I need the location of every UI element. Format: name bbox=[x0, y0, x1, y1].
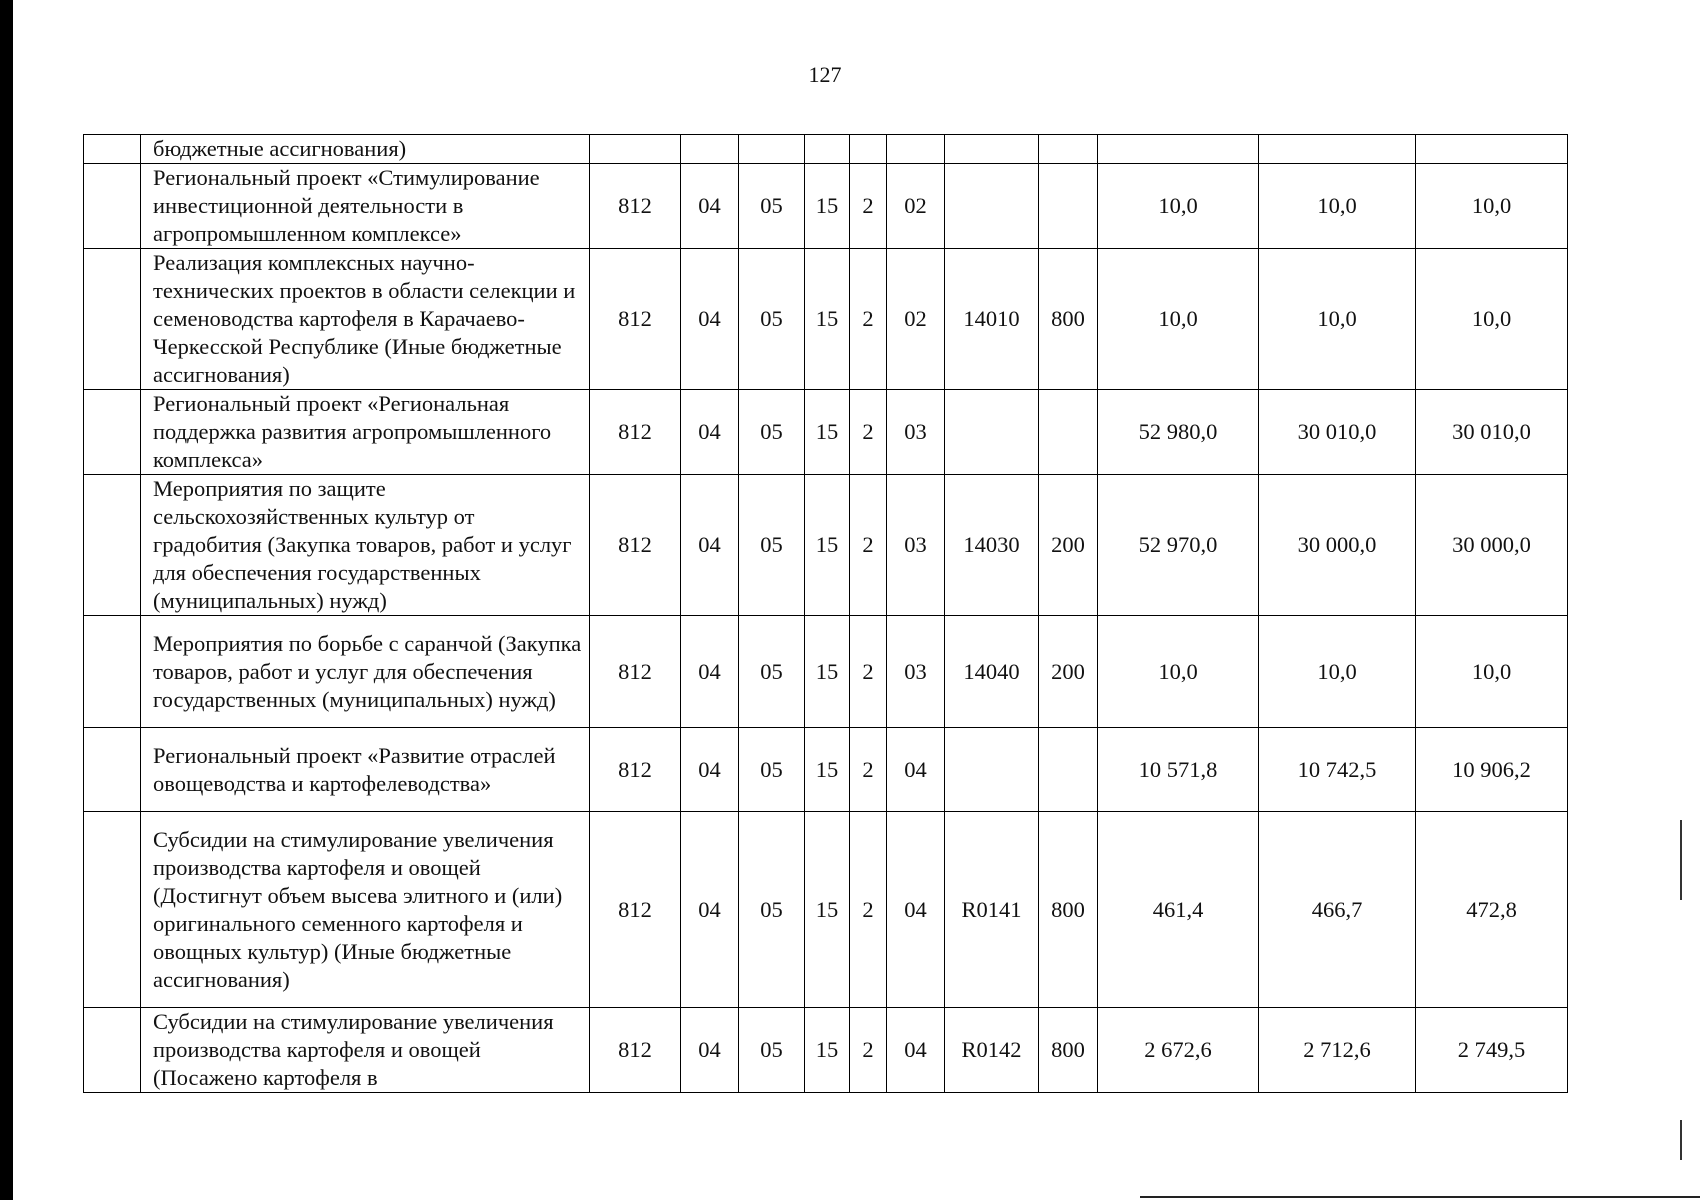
scan-edge bbox=[0, 0, 13, 1200]
table-row bbox=[84, 475, 1568, 616]
cell-name: Субсидии на стимулирование увеличения производства картофеля и овощей (Достигнут объем высева элитного и (или) оригинального семенного картофеля и овощных культур) (Иные бюджетные ассигнования) bbox=[141, 812, 590, 1008]
cell-ministry-code: 812 bbox=[590, 390, 681, 475]
cell-amount-year-3: 30 010,0 bbox=[1416, 390, 1568, 475]
cell-amount-year-1: 461,4 bbox=[1098, 812, 1259, 1008]
cell-row-number bbox=[84, 1008, 141, 1093]
cell-ministry-code: 812 bbox=[590, 475, 681, 616]
cell-direction-code: 14010 bbox=[945, 249, 1039, 390]
cell-project-code: 04 bbox=[887, 812, 945, 1008]
cell-expense-type bbox=[1039, 164, 1098, 249]
cell-subsection-code: 05 bbox=[739, 164, 805, 249]
cell-amount-year-1: 10 571,8 bbox=[1098, 728, 1259, 812]
cell-direction-code: R0141 bbox=[945, 812, 1039, 1008]
cell-subsection-code: 05 bbox=[739, 1008, 805, 1093]
cell-amount-year-1: 2 672,6 bbox=[1098, 1008, 1259, 1093]
cell-expense-type: 800 bbox=[1039, 812, 1098, 1008]
cell-ministry-code: 812 bbox=[590, 616, 681, 728]
cell-subprogram-code: 2 bbox=[850, 390, 887, 475]
cell-project-code: 04 bbox=[887, 728, 945, 812]
cell-name: Субсидии на стимулирование увеличения производства картофеля и овощей (Посажено картофеля в bbox=[141, 1008, 590, 1093]
cell-expense-type bbox=[1039, 135, 1098, 164]
cell-program-code: 15 bbox=[805, 812, 850, 1008]
cell-direction-code bbox=[945, 135, 1039, 164]
cell-section-code: 04 bbox=[681, 475, 739, 616]
cell-amount-year-3: 10 906,2 bbox=[1416, 728, 1568, 812]
cell-name: Региональный проект «Стимулирование инвестиционной деятельности в агропромышленном комплексе» bbox=[141, 164, 590, 249]
cell-amount-year-2: 30 010,0 bbox=[1259, 390, 1416, 475]
cell-section-code: 04 bbox=[681, 616, 739, 728]
cell-section-code: 04 bbox=[681, 812, 739, 1008]
cell-name: Реализация комплексных научно-технических проектов в области селекции и семеноводства картофеля в Карачаево-Черкесской Республике (Иные бюджетные ассигнования) bbox=[141, 249, 590, 390]
table-row bbox=[84, 812, 1568, 1008]
cell-expense-type: 800 bbox=[1039, 249, 1098, 390]
cell-program-code bbox=[805, 135, 850, 164]
cell-amount-year-2: 2 712,6 bbox=[1259, 1008, 1416, 1093]
table-row bbox=[84, 135, 1568, 164]
cell-direction-code: 14030 bbox=[945, 475, 1039, 616]
cell-amount-year-3: 10,0 bbox=[1416, 616, 1568, 728]
table-row bbox=[84, 390, 1568, 475]
cell-row-number bbox=[84, 728, 141, 812]
cell-ministry-code: 812 bbox=[590, 728, 681, 812]
cell-subprogram-code: 2 bbox=[850, 475, 887, 616]
cell-row-number bbox=[84, 390, 141, 475]
cell-subprogram-code: 2 bbox=[850, 164, 887, 249]
scan-bottom-line bbox=[1140, 1196, 1700, 1198]
cell-subprogram-code: 2 bbox=[850, 1008, 887, 1093]
cell-ministry-code: 812 bbox=[590, 1008, 681, 1093]
cell-subsection-code: 05 bbox=[739, 812, 805, 1008]
cell-project-code: 02 bbox=[887, 249, 945, 390]
cell-subsection-code: 05 bbox=[739, 249, 805, 390]
cell-amount-year-1: 10,0 bbox=[1098, 164, 1259, 249]
cell-subsection-code: 05 bbox=[739, 475, 805, 616]
cell-row-number bbox=[84, 164, 141, 249]
cell-amount-year-3: 10,0 bbox=[1416, 249, 1568, 390]
cell-subsection-code: 05 bbox=[739, 616, 805, 728]
cell-amount-year-3: 2 749,5 bbox=[1416, 1008, 1568, 1093]
cell-program-code: 15 bbox=[805, 475, 850, 616]
cell-subprogram-code: 2 bbox=[850, 249, 887, 390]
cell-expense-type: 800 bbox=[1039, 1008, 1098, 1093]
cell-project-code: 03 bbox=[887, 390, 945, 475]
cell-name: Региональный проект «Развитие отраслей овощеводства и картофелеводства» bbox=[141, 728, 590, 812]
cell-project-code: 03 bbox=[887, 475, 945, 616]
cell-amount-year-3: 30 000,0 bbox=[1416, 475, 1568, 616]
cell-project-code: 04 bbox=[887, 1008, 945, 1093]
cell-section-code: 04 bbox=[681, 249, 739, 390]
cell-amount-year-2: 466,7 bbox=[1259, 812, 1416, 1008]
cell-name: Мероприятия по борьбе с саранчой (Закупка товаров, работ и услуг для обеспечения государственных (муниципальных) нужд) bbox=[141, 616, 590, 728]
cell-program-code: 15 bbox=[805, 164, 850, 249]
cell-amount-year-1: 52 970,0 bbox=[1098, 475, 1259, 616]
cell-direction-code bbox=[945, 390, 1039, 475]
cell-amount-year-2: 10,0 bbox=[1259, 249, 1416, 390]
budget-table bbox=[83, 134, 1568, 1093]
table-row bbox=[84, 249, 1568, 390]
cell-name: Мероприятия по защите сельскохозяйственных культур от градобития (Закупка товаров, работ и услуг для обеспечения государственных (муниципальных) нужд) bbox=[141, 475, 590, 616]
cell-row-number bbox=[84, 249, 141, 390]
cell-amount-year-3: 472,8 bbox=[1416, 812, 1568, 1008]
cell-amount-year-2 bbox=[1259, 135, 1416, 164]
cell-expense-type: 200 bbox=[1039, 475, 1098, 616]
cell-row-number bbox=[84, 135, 141, 164]
cell-project-code bbox=[887, 135, 945, 164]
cell-program-code: 15 bbox=[805, 616, 850, 728]
cell-subprogram-code: 2 bbox=[850, 812, 887, 1008]
cell-subsection-code: 05 bbox=[739, 390, 805, 475]
cell-amount-year-2: 10,0 bbox=[1259, 616, 1416, 728]
table-body bbox=[84, 135, 1568, 1093]
cell-amount-year-2: 10,0 bbox=[1259, 164, 1416, 249]
margin-mark bbox=[1680, 820, 1682, 900]
cell-row-number bbox=[84, 475, 141, 616]
cell-expense-type bbox=[1039, 728, 1098, 812]
cell-name: бюджетные ассигнования) bbox=[141, 135, 590, 164]
cell-subprogram-code: 2 bbox=[850, 728, 887, 812]
cell-amount-year-1: 10,0 bbox=[1098, 249, 1259, 390]
table-row bbox=[84, 616, 1568, 728]
table-row bbox=[84, 728, 1568, 812]
cell-amount-year-2: 30 000,0 bbox=[1259, 475, 1416, 616]
cell-subprogram-code bbox=[850, 135, 887, 164]
cell-direction-code bbox=[945, 164, 1039, 249]
cell-amount-year-1: 10,0 bbox=[1098, 616, 1259, 728]
cell-amount-year-1 bbox=[1098, 135, 1259, 164]
cell-expense-type bbox=[1039, 390, 1098, 475]
table-row bbox=[84, 164, 1568, 249]
cell-project-code: 02 bbox=[887, 164, 945, 249]
cell-program-code: 15 bbox=[805, 728, 850, 812]
cell-program-code: 15 bbox=[805, 390, 850, 475]
cell-direction-code bbox=[945, 728, 1039, 812]
cell-amount-year-2: 10 742,5 bbox=[1259, 728, 1416, 812]
cell-section-code: 04 bbox=[681, 390, 739, 475]
cell-amount-year-3: 10,0 bbox=[1416, 164, 1568, 249]
cell-section-code bbox=[681, 135, 739, 164]
cell-ministry-code: 812 bbox=[590, 164, 681, 249]
margin-mark bbox=[1680, 1120, 1682, 1160]
cell-section-code: 04 bbox=[681, 1008, 739, 1093]
cell-amount-year-3 bbox=[1416, 135, 1568, 164]
cell-row-number bbox=[84, 812, 141, 1008]
cell-subsection-code bbox=[739, 135, 805, 164]
cell-ministry-code bbox=[590, 135, 681, 164]
cell-program-code: 15 bbox=[805, 249, 850, 390]
cell-program-code: 15 bbox=[805, 1008, 850, 1093]
cell-name: Региональный проект «Региональная поддержка развития агропромышленного комплекса» bbox=[141, 390, 590, 475]
cell-subsection-code: 05 bbox=[739, 728, 805, 812]
cell-section-code: 04 bbox=[681, 728, 739, 812]
cell-expense-type: 200 bbox=[1039, 616, 1098, 728]
cell-project-code: 03 bbox=[887, 616, 945, 728]
cell-direction-code: R0142 bbox=[945, 1008, 1039, 1093]
cell-row-number bbox=[84, 616, 141, 728]
cell-direction-code: 14040 bbox=[945, 616, 1039, 728]
cell-amount-year-1: 52 980,0 bbox=[1098, 390, 1259, 475]
page-number: 127 bbox=[808, 62, 842, 87]
cell-ministry-code: 812 bbox=[590, 812, 681, 1008]
cell-ministry-code: 812 bbox=[590, 249, 681, 390]
table-row bbox=[84, 1008, 1568, 1093]
cell-section-code: 04 bbox=[681, 164, 739, 249]
cell-subprogram-code: 2 bbox=[850, 616, 887, 728]
